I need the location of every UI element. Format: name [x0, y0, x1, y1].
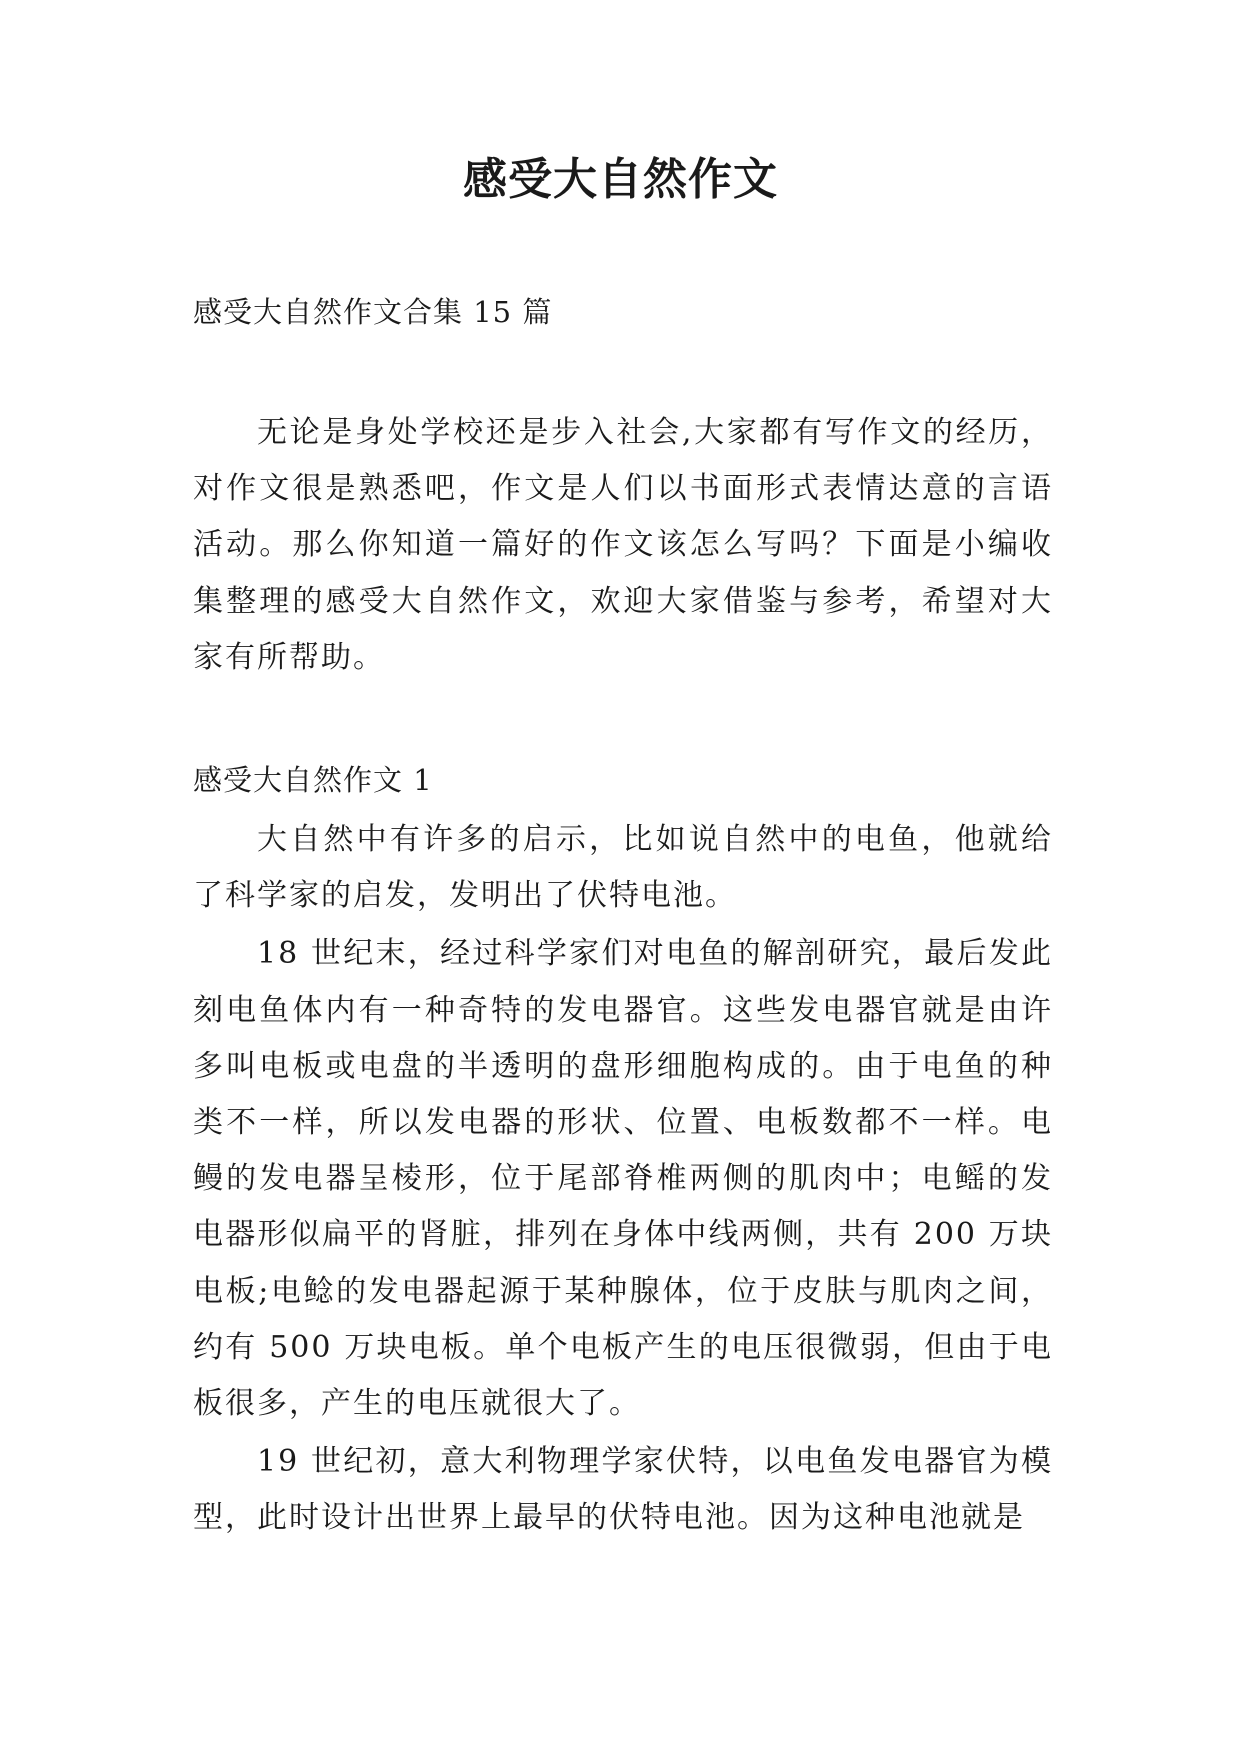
intro-block	[193, 405, 1053, 686]
body-paragraph-1: 大自然中有许多的启示，比如说自然中的电鱼，他就给了科学家的启发，发明出了伏特电池。	[193, 822, 1053, 914]
body-paragraph-2: 18 世纪末，经过科学家们对电鱼的解剖研究，最后发此刻电鱼体内有一种奇特的发电器官。这些发电器官就是由许多叫电板或电盘的半透明的盘形细胞构成的。由于电鱼的种类不一样，所以发电器的形状、位置、电板数都不一样。电鳗的发电器呈棱形，位于尾部脊椎两侧的肌肉中；电鳐的发电器形似扁平的肾脏，排列在身体中线两侧，共有 200 万块电板;电鲶的发电器起源于某种腺体，位于皮肤与肌肉之间，约有 500 万块电板。单个电板产生的电压很微弱，但由于电板很多，产生的电压就很大了。	[193, 936, 1053, 1422]
intro-paragraph: 无论是身处学校还是步入社会,大家都有写作文的经历，对作文很是熟悉吧，作文是人们以书面形式表情达意的言语活动。那么你知道一篇好的作文该怎么写吗？下面是小编收集整理的感受大自然作文，欢迎大家借鉴与参考，希望对大家有所帮助。	[193, 415, 1053, 675]
body-paragraph-3: 19 世纪初，意大利物理学家伏特，以电鱼发电器官为模型，此时设计出世界上最早的伏特电池。因为这种电池就是	[193, 1444, 1053, 1536]
section-heading: 感受大自然作文 1	[193, 763, 433, 797]
document-title: 感受大自然作文	[463, 154, 778, 205]
section-body	[193, 812, 1053, 1547]
document-subtitle: 感受大自然作文合集 15 篇	[193, 295, 553, 329]
